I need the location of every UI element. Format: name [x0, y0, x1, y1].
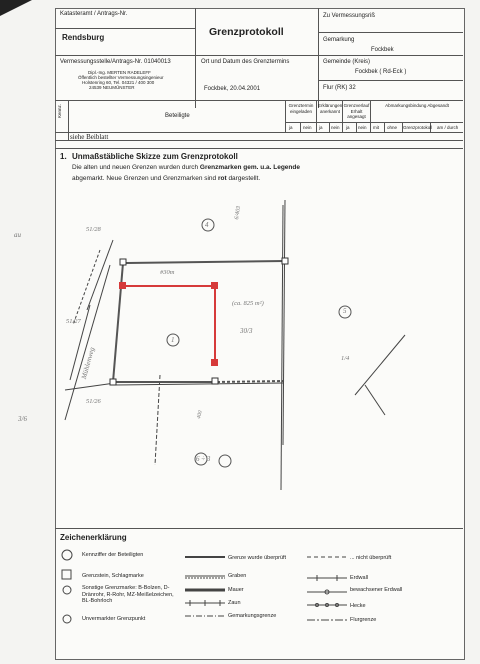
office-line-2: Öffentlich bestellter Vermessungsingenieur — [78, 75, 164, 80]
sub-ja-1: ja — [289, 125, 293, 130]
office-label: Vermessungsstelle/Antrags-Nr. 01040013 — [60, 59, 171, 65]
authority-name: Rendsburg — [62, 33, 105, 42]
sub-nein-1: nein — [303, 125, 312, 130]
legend-right-1: ... nicht überprüft — [350, 555, 392, 561]
legend-left-4: Unvermarkter Grenzpunkt — [82, 616, 146, 622]
sub-nein-2: nein — [331, 125, 340, 130]
legend-mid-4: Zaun — [228, 600, 241, 606]
col-abmarkung: Abmarkungsbindung Abgesandt — [385, 103, 449, 108]
section-title: Unmaßstäbliche Skizze zum Grenzprotokoll — [72, 152, 238, 161]
legend-mid-5: Gemarkungsgrenze — [228, 613, 277, 619]
office-line-4: 24539 NEUMÜNSTER — [89, 85, 135, 90]
gemeinde-label: Gemeinde (Kreis) — [323, 59, 371, 65]
section-number: 1. — [60, 152, 67, 161]
legend-left-1: Kennziffer der Beteiligten — [82, 552, 144, 558]
protocol-title: Grenzprotokoll — [209, 26, 284, 38]
legend-left-3: Sonstige Grenzmarke: B-Bolzen, D-Dränrohr, R-Rohr, MZ-Meißelzeichen, BL-Bohrloch — [82, 585, 174, 604]
sub-ja-3: ja — [346, 125, 350, 130]
legend-left-2: Grenzstein, Schlagmarke — [82, 573, 144, 579]
office-line-1: Dipl.-Ing. MERTEN RADELEFF — [88, 70, 151, 75]
new-lot: 30/3 — [240, 327, 253, 335]
boundary-sketch — [55, 185, 463, 515]
legend-title: Zeichenerklärung — [60, 533, 127, 542]
parcel-4: 4 — [205, 221, 209, 229]
road-label: Mühlenweg — [80, 346, 97, 381]
col-nr: Kennz. — [57, 103, 62, 118]
date-value: Fockbek, 20.04.2001 — [204, 86, 261, 92]
gemarkung-label: Gemarkung — [323, 37, 355, 43]
sub-ja-2: ja — [319, 125, 323, 130]
gemarkung-value: Fockbek — [371, 47, 394, 53]
lot-d: 1/4 — [341, 355, 350, 362]
sub-am-durch: am / durch — [437, 125, 459, 130]
col-erklaert: Erklärungen anerkannt — [318, 103, 343, 114]
side-note: 400 — [196, 410, 204, 420]
office-line-3: Holstenring 60, Tel. 04321 / 400 300 — [82, 80, 155, 85]
sub-nein-3: nein — [358, 125, 367, 130]
date-label: Ort und Datum des Grenztermins — [201, 59, 290, 65]
parcel-6-3: 6 ÷ 3 — [196, 455, 211, 463]
section-text-2: abgemarkt. Neue Grenzen und Grenzmarken sind rot dargestellt. — [72, 175, 261, 182]
new-area: (ca. 825 m²) — [232, 300, 264, 307]
sub-grenzprotokoll: Grenzprotokoll — [403, 125, 433, 130]
section-text-1: Die alten und neuen Grenzen wurden durch Grenzmarken gem. u.a. Legende — [72, 164, 300, 171]
table-note: siehe Beiblatt — [70, 133, 109, 141]
legend-right-3: bewachsener Erdwall — [350, 587, 403, 593]
col-grenz: Grenztermin eingeladen — [288, 103, 314, 114]
col-einverstanden: Grenzverlauf Erhalt angesagt — [343, 103, 370, 119]
legend-mid-2: Graben — [228, 573, 247, 579]
lot-a: 51/28 — [86, 226, 101, 233]
lot-b: 51/27 — [66, 318, 81, 325]
sub-ohne: ohne — [387, 125, 398, 130]
parcel-1: 1 — [171, 336, 175, 344]
measurement-top: #30m — [160, 269, 175, 276]
flur-value: Flur (RK) 32 — [323, 85, 356, 91]
legend-right-2: Erdwall — [350, 575, 369, 581]
legend-mid-3: Mauer — [228, 587, 244, 593]
parcel-5: 5 — [343, 307, 347, 315]
sub-mit: mit — [373, 125, 379, 130]
margin-note-mid: 3/6 — [18, 415, 27, 423]
gemeinde-value: Fockbek ( Rd-Eck ) — [355, 69, 407, 75]
authority-label: Katasteramt / Antrags-Nr. — [60, 11, 128, 17]
legend-right-4: Hecke — [350, 603, 366, 609]
col-beteiligte: Beteiligte — [165, 113, 190, 119]
corner-mark — [0, 0, 32, 16]
lot-c: 51/26 — [86, 398, 101, 405]
margin-note-top: au — [14, 231, 21, 239]
parcel-4-frac: 6/403 — [234, 205, 243, 221]
legend-mid-1: Grenze wurde überprüft — [228, 555, 287, 561]
subtitle-right: Zu Vermessungsriß — [323, 13, 376, 19]
legend-right-5: Flurgrenze — [350, 617, 377, 623]
